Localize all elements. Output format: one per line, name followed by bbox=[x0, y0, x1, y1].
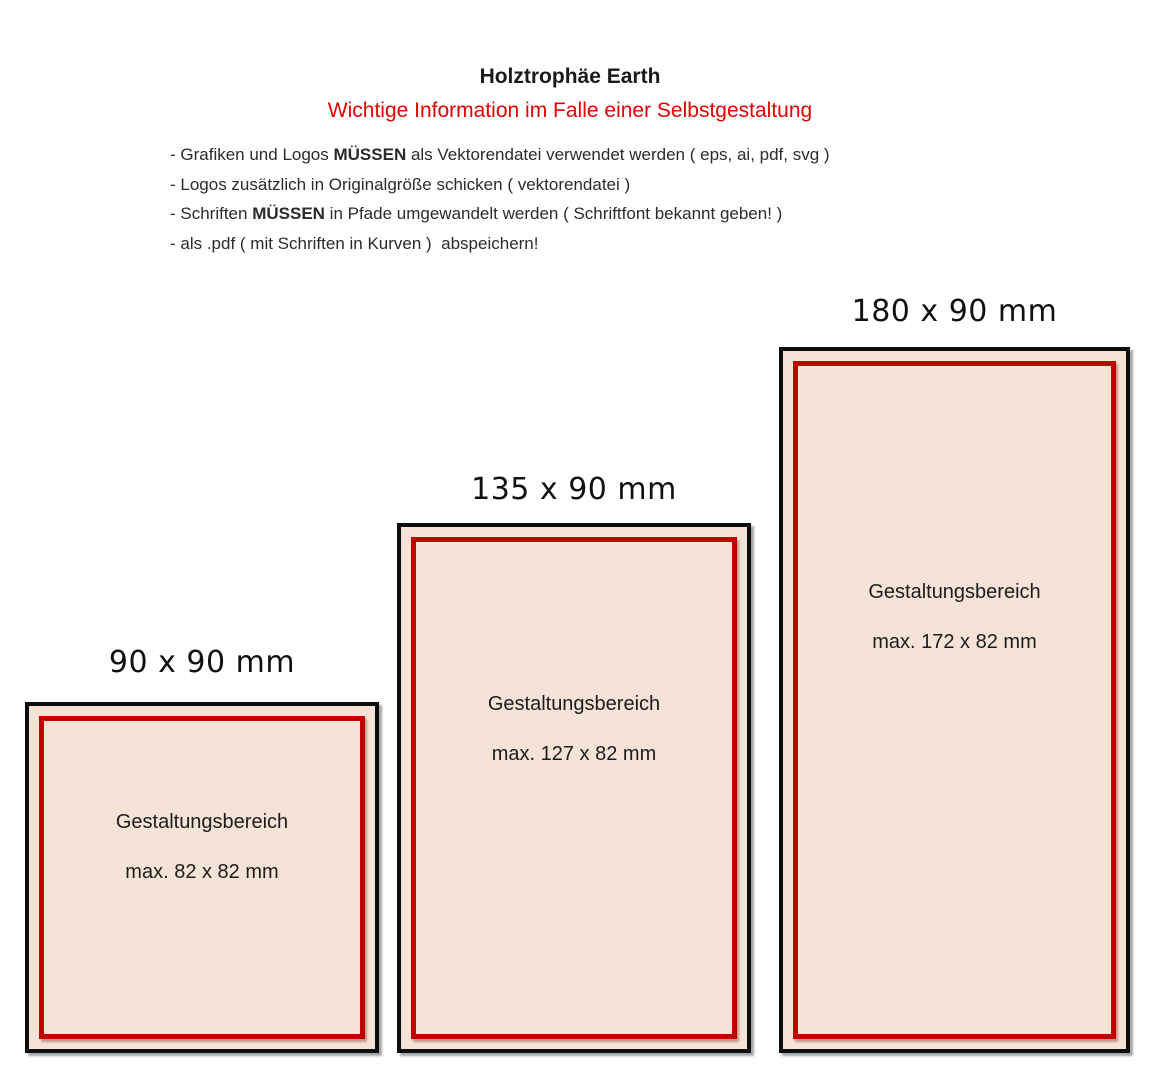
safe-area-outline-135x90 bbox=[411, 537, 737, 1039]
note-emphasis: MÜSSEN bbox=[333, 145, 407, 164]
design-area-title: Gestaltungsbereich bbox=[487, 693, 661, 715]
note-text: - Schriften bbox=[170, 204, 253, 223]
note-text: - Logos zusätzlich in Originalgröße schicken ( vektorendatei ) bbox=[170, 174, 631, 194]
note-text: - als .pdf ( mit Schriften in Kurven ) abspeichern! bbox=[170, 233, 539, 253]
page-subtitle: Wichtige Information im Falle einer Selbstgestaltung bbox=[327, 99, 813, 122]
template-box-135x90 bbox=[397, 523, 751, 1053]
size-label-135x90: 135 x 90 mm bbox=[471, 472, 677, 507]
note-line-fonts-to-paths bbox=[170, 199, 1030, 229]
design-area-max-size: max. 172 x 82 mm bbox=[872, 631, 1037, 653]
size-label-90x90: 90 x 90 mm bbox=[108, 645, 296, 680]
safe-area-outline-180x90 bbox=[793, 361, 1116, 1039]
size-label-180x90: 180 x 90 mm bbox=[851, 294, 1058, 329]
note-text: als Vektorendatei verwendet werden ( eps, ai, pdf, svg ) bbox=[406, 145, 830, 164]
design-area-title: Gestaltungsbereich bbox=[868, 581, 1041, 603]
design-area-max-size: max. 127 x 82 mm bbox=[491, 743, 657, 765]
note-line-original-size bbox=[170, 170, 1030, 200]
page-title: Holztrophäe Earth bbox=[479, 65, 661, 88]
note-emphasis: MÜSSEN bbox=[252, 204, 325, 223]
note-text: - Grafiken und Logos bbox=[170, 145, 334, 164]
design-area-text-90x90 bbox=[29, 810, 375, 884]
template-box-90x90 bbox=[25, 702, 379, 1053]
design-area-text-135x90 bbox=[401, 692, 747, 766]
note-line-vector-files bbox=[170, 140, 1030, 170]
note-text: in Pfade umgewandelt werden ( Schriftfont bekannt geben! ) bbox=[324, 204, 783, 223]
design-area-title: Gestaltungsbereich bbox=[115, 811, 289, 833]
notes-list bbox=[170, 140, 1030, 258]
template-box-180x90 bbox=[779, 347, 1130, 1053]
design-area-max-size: max. 82 x 82 mm bbox=[125, 861, 279, 883]
note-line-save-as-pdf bbox=[170, 229, 1030, 259]
design-area-text-180x90 bbox=[783, 580, 1126, 654]
